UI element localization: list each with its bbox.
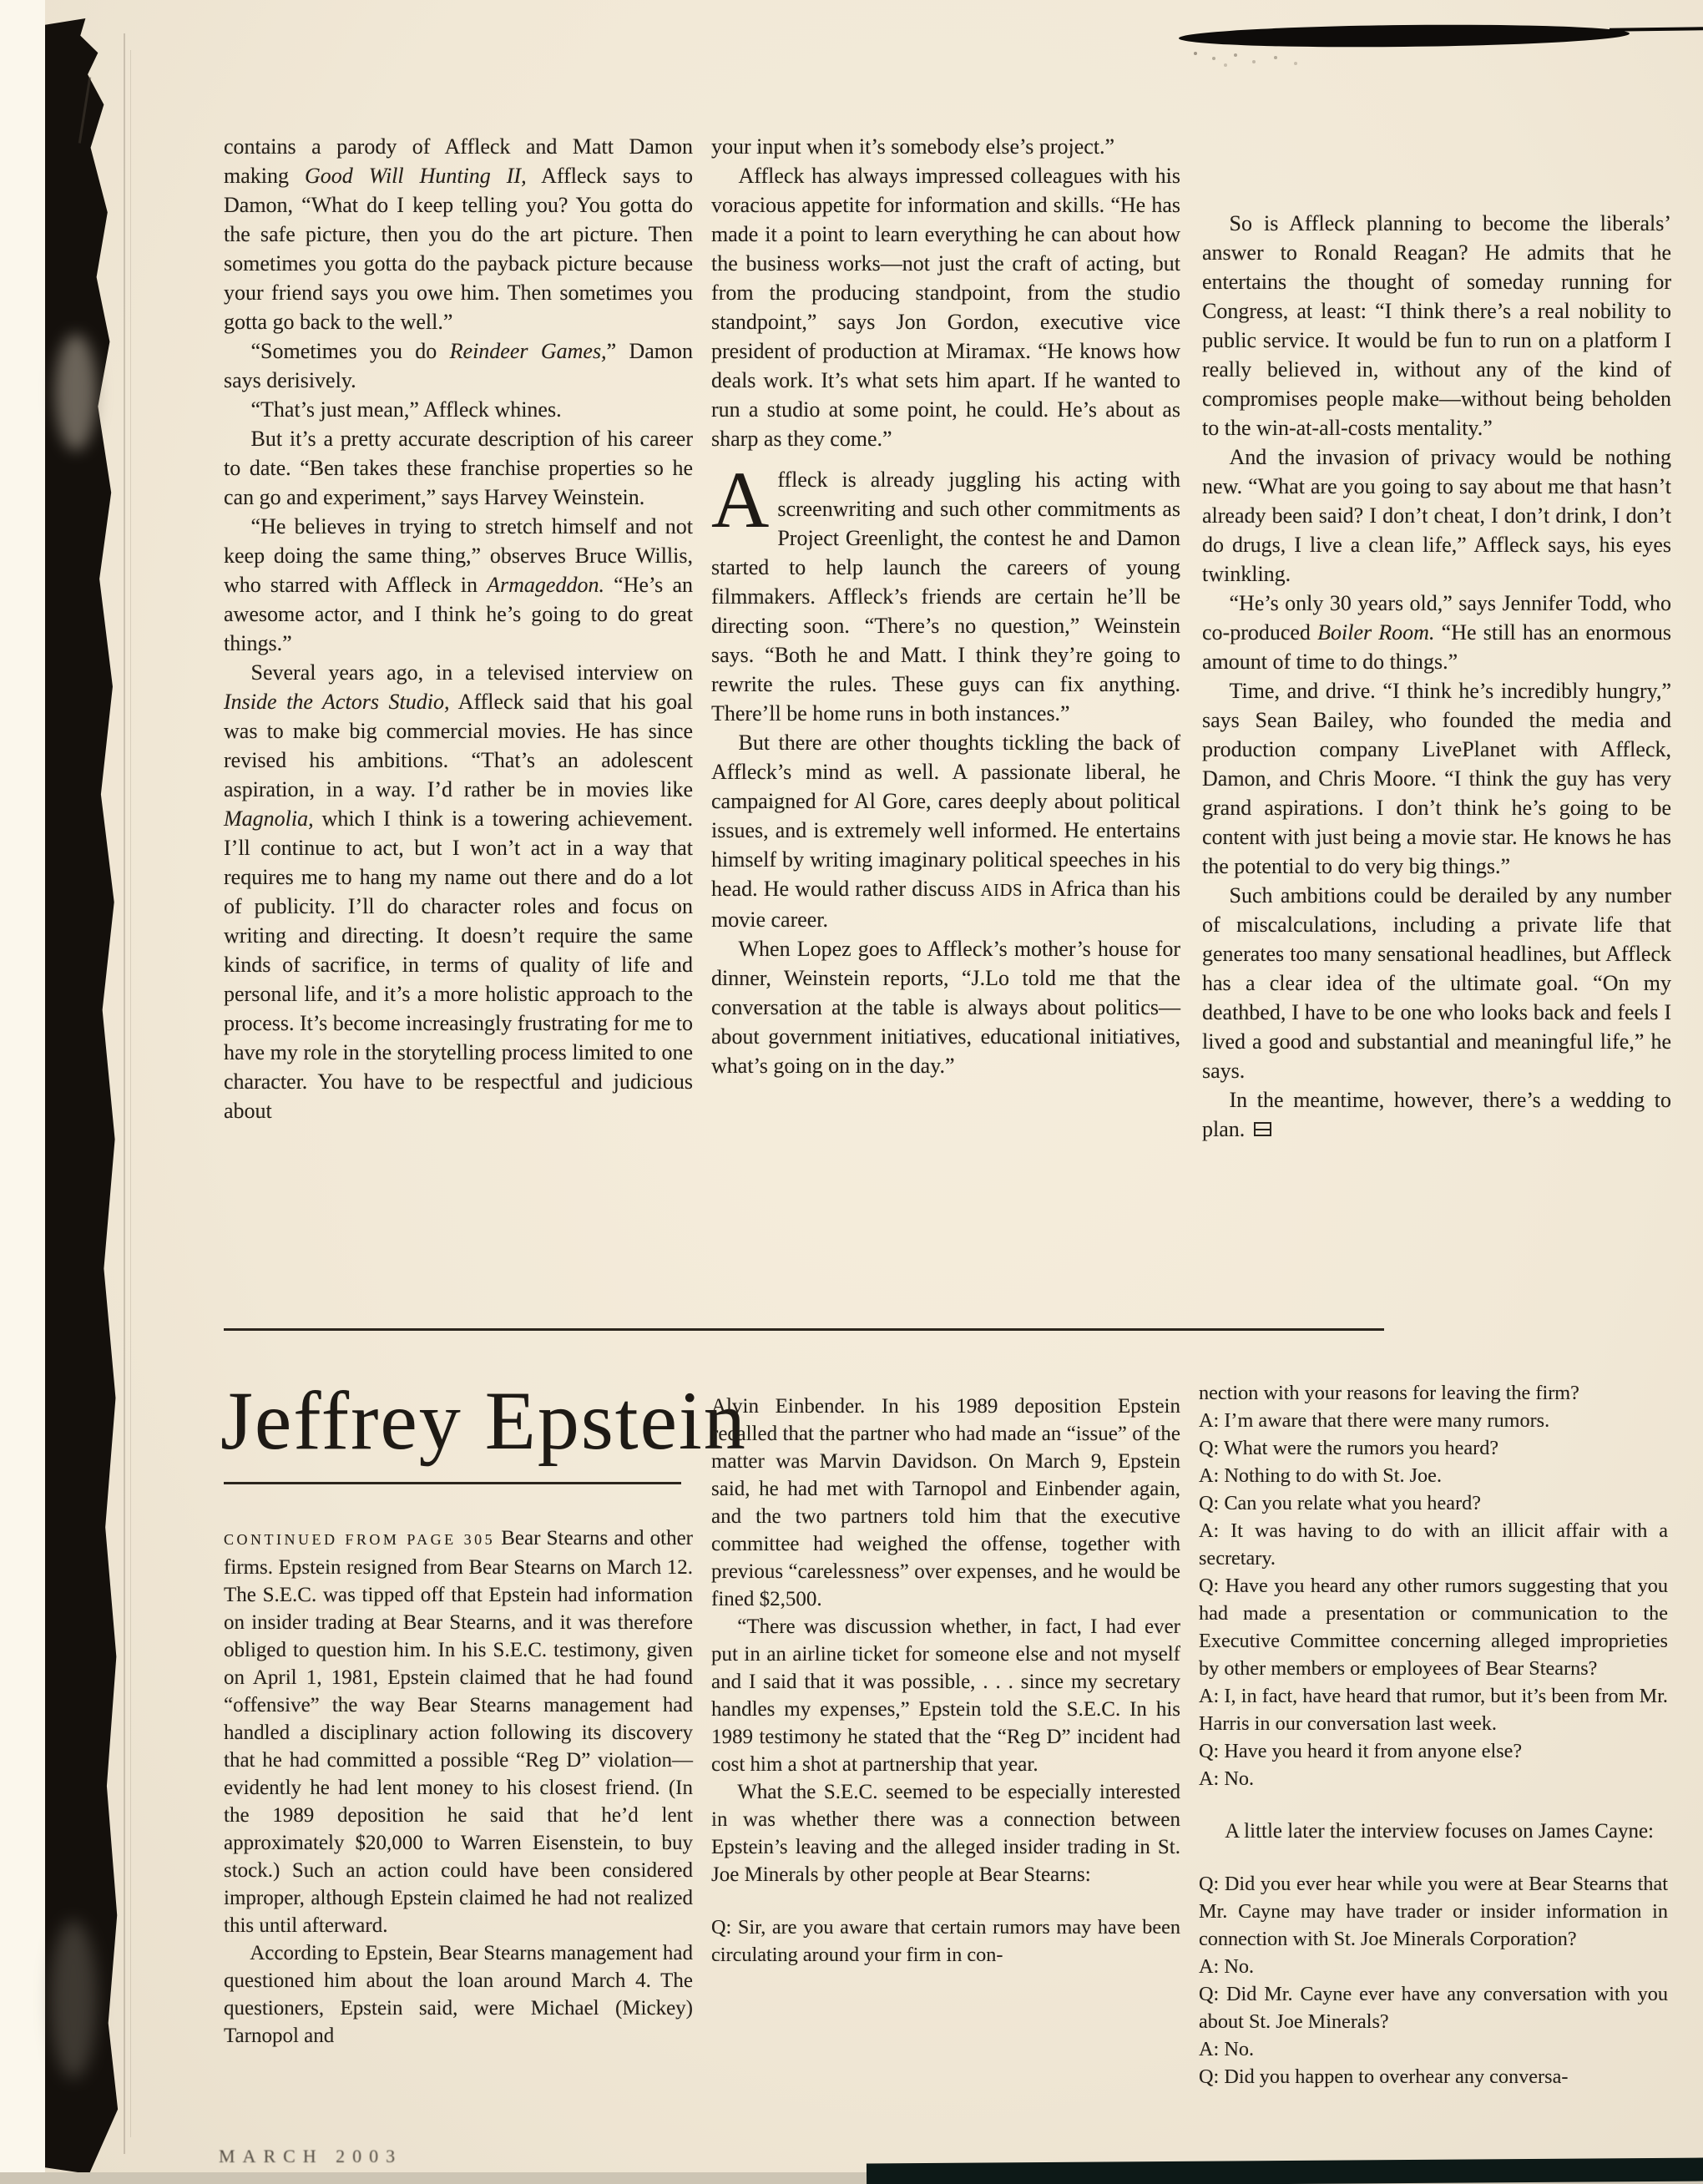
styled-text: Inside the Actors Studio, <box>224 690 450 714</box>
paragraph: Q: What were the rumors you heard? <box>1199 1437 1499 1459</box>
paragraph: A: No. <box>1199 1767 1255 1790</box>
paragraph: A little later the interview focuses on James Cayne: <box>1225 1820 1654 1843</box>
styled-text: Reindeer Games, <box>449 339 607 363</box>
paragraph: But there are other thoughts tickling the back of Affleck’s mind as well. A passionate liberal, he campaigned for Al Gore, cares deeply about political issues, and is extremely well informed. He entertains himself by writing imaginary political speeches in his head. He would rather discuss AIDS in Africa than his movie career. <box>711 731 1181 932</box>
paragraph: contains a parody of Affleck and Matt Damon making Good Will Hunting II, Affleck says to Damon, “What do I keep telling you? You gotta do the safe picture, then you do the art picture. Then sometimes you gotta do the payback picture because your friend says you owe him. Then sometimes you gotta go back to the well.” <box>224 134 693 334</box>
paragraph: And the invasion of privacy would be nothing new. “What are you going to say about me that hasn’t already been said? I don’t cheat, I don’t drink, I don’t do drugs, I live a clean life,” Affleck says, his eyes twinkling. <box>1202 445 1671 586</box>
paragraph: “That’s just mean,” Affleck whines. <box>250 397 562 422</box>
scan-bottom-bar <box>867 2157 1703 2184</box>
affleck-column-3 <box>1202 209 1671 1144</box>
paragraph: Q: Did Mr. Cayne ever have any conversation with you about St. Joe Minerals? <box>1199 1983 1668 2033</box>
end-of-article-mark <box>1254 1122 1271 1136</box>
paragraph: A: Nothing to do with St. Joe. <box>1199 1464 1443 1487</box>
ink-speckles <box>1194 52 1197 55</box>
paragraph: What the S.E.C. seemed to be especially interested in was whether there was a connection between Epstein’s leaving and the alleged insider trading in St. Joe Minerals by other people at Bear Stearns: <box>711 1781 1180 1886</box>
paragraph: A: I, in fact, have heard that rumor, but it’s been from Mr. Harris in our conversation last week. <box>1199 1685 1668 1735</box>
styled-text: Good Will Hunting II, <box>304 164 527 188</box>
paragraph: Q: Sir, are you aware that certain rumors may have been circulating around your firm in con- <box>711 1916 1180 1966</box>
paragraph: A: No. <box>1199 2038 1255 2060</box>
ink-swoosh-tail <box>1610 27 1703 32</box>
styled-text: Armageddon. <box>487 573 604 597</box>
affleck-column-2 <box>711 132 1180 1080</box>
paragraph: Affleck has always impressed colleagues with his voracious appetite for information and skills. “He has made it a point to learn everything he can about how the business works—not just the craft of acting, but from the producing standpoint, from the studio standpoint,” says Jon Gordon, executive vice president of production at Miramax. “He knows how deals work. It’s what sets him apart. If he wanted to run a studio at some point, he could. He’s about as sharp as they come.” <box>711 164 1180 451</box>
styled-text: AIDS <box>980 881 1023 900</box>
paragraph: Q: Did you happen to overhear any conversa- <box>1199 2065 1569 2088</box>
affleck-column-1 <box>224 132 693 1125</box>
title-rule <box>224 1482 681 1484</box>
page-edge-line <box>124 33 125 2154</box>
paragraph: Q: Did you ever hear while you were at Bear Stearns that Mr. Cayne may have trader or insider information in connection with St. Joe Minerals Corporation? <box>1199 1873 1668 1950</box>
paragraph: “He believes in trying to stretch himself and not keep doing the same thing,” observes Bruce Willis, who starred with Affleck in Armageddon. “He’s an awesome actor, and I think he’s going to do great things.” <box>224 514 693 655</box>
paragraph: Alvin Einbender. In his 1989 deposition Epstein recalled that the partner who had made an “issue” of the matter was Marvin Davidson. On March 9, Epstein said, he had met with Tarnopol and Einbender again, and the two partners told him that the executive committee had weighed the offense, together with previous “carelessness” over expenses, and he would be fined $2,500. <box>711 1395 1180 1610</box>
paragraph: Time, and drive. “I think he’s incredibly hungry,” says Sean Bailey, who founded the media and production company LivePlanet with Affleck, Damon, and Chris Moore. “I think the guy has very grand aspirations. I don’t think he’s going to be content with just being a movie star. He knows he has the potential to do very big things.” <box>1202 679 1671 878</box>
paragraph: Q: Have you heard it from anyone else? <box>1199 1740 1523 1762</box>
scan-gutter-highlight <box>50 1920 97 2079</box>
paragraph: So is Affleck planning to become the liberals’ answer to Ronald Reagan? He admits that he entertains the thought of someday running for Congress, at least: “I think there’s a real nobility to public service. It would be fun to run on a platform I really believed in, without any of the kind of compromises people make—without being beholden to the win-at-all-costs mentality.” <box>1202 211 1671 440</box>
paragraph: But it’s a pretty accurate description of his career to date. “Ben takes these franchise properties so he can go and experiment,” says Harvey Weinstein. <box>224 427 693 509</box>
paragraph: Q: Have you heard any other rumors suggesting that you had made a presentation or communication to the Executive Committee concerning alleged improprieties by other members or employees of Bear Stearns? <box>1199 1575 1668 1680</box>
epstein-column-2 <box>711 1393 1180 1969</box>
paragraph: Affleck is already juggling his acting with screenwriting and such other commitments as Project Greenlight, the contest he and Damon started to help launch the careers of young filmmakers. Affleck’s friends are certain he’ll be directing soon. “There’s no question,” Weinstein says. “Both he and Matt. I think they’re going to rewrite the rules. These guys can fix anything. There’ll be home runs in both instances.” <box>711 455 1180 725</box>
scan-edge-strip <box>0 0 45 2184</box>
paragraph: Q: Can you relate what you heard? <box>1199 1492 1482 1514</box>
paragraph: nection with your reasons for leaving the firm? <box>1199 1382 1579 1404</box>
page-footer: MARCH 2003 <box>219 2146 403 2166</box>
paragraph: “There was discussion whether, in fact, I had ever put in an airline ticket for someone else and not myself and I said that it was possible, . . . since my secretary handles my expenses,” Epstein told the S.E.C. In his 1989 testimony he stated that the “Reg D” incident had cost him a shot at partnership that year. <box>711 1615 1180 1776</box>
ink-swoosh-mark <box>1179 23 1630 49</box>
scan-gutter-highlight <box>55 334 97 451</box>
styled-text: CONTINUED FROM PAGE 305 <box>224 1531 496 1548</box>
styled-text: Magnolia, <box>224 806 314 831</box>
paragraph: Several years ago, in a televised interview on Inside the Actors Studio, Affleck said that his goal was to make big commercial movies. He has since revised his ambitions. “That’s an adolescent aspiration, in a way. I’d rather be in movies like Magnolia, which I think is a towering achievement. I’ll continue to act, but I won’t act in a way that requires me to hang my name out there and do a lot of publicity. I’ll do character roles and focus on writing and directing. It doesn’t require the same kinds of sacrifice, in terms of quality of life and personal life, and it’s a more holistic approach to the process. It’s become increasingly frustrating for me to have my role in the storytelling process limited to one character. You have to be respectful and judicious about <box>224 660 694 1123</box>
paragraph: “He’s only 30 years old,” says Jennifer Todd, who co-produced Boiler Room. “He still has an enormous amount of time to do things.” <box>1202 591 1672 674</box>
page-edge-line <box>130 50 131 2137</box>
paragraph: According to Epstein, Bear Stearns management had questioned him about the loan around March 4. The questioners, Epstein said, were Michael (Mickey) Tarnopol and <box>224 1942 693 2047</box>
epstein-column-1 <box>224 1524 693 2050</box>
section-divider-rule <box>224 1328 1384 1331</box>
styled-text: Boiler Room. <box>1317 620 1435 645</box>
paragraph: In the meantime, however, there’s a wedding to plan. <box>1202 1088 1671 1141</box>
article-title: Jeffrey Epstein <box>220 1374 747 1467</box>
paragraph: your input when it’s somebody else’s project.” <box>711 134 1115 159</box>
paragraph: A: No. <box>1199 1955 1255 1978</box>
epstein-column-3 <box>1199 1379 1668 2090</box>
drop-cap: A <box>711 455 770 544</box>
paragraph: Such ambitions could be derailed by any number of miscalculations, including a private life that generates too many sensational headlines, but Affleck has a clear idea of the ultimate goal. “On my deathbed, I have to be one who looks back and feels I lived a good and substantial and meaningful life,” he says. <box>1202 883 1671 1083</box>
paragraph: When Lopez goes to Affleck’s mother’s house for dinner, Weinstein reports, “J.Lo told me that the conversation at the table is always about politics—about government initiatives, educational initiatives, what’s going on in the day.” <box>711 937 1180 1078</box>
paragraph: “Sometimes you do Reindeer Games,” Damon says derisively. <box>224 339 693 392</box>
paragraph: A: It was having to do with an illicit affair with a secretary. <box>1199 1519 1668 1570</box>
paragraph: CONTINUED FROM PAGE 305 Bear Stearns and other firms. Epstein resigned from Bear Stearns on March 12. The S.E.C. was tipped off that Epstein had information on insider trading at Bear Stearns, and it was therefore obliged to question him. In his S.E.C. testimony, given on April 1, 1981, Epstein claimed that he had found “offensive” the way Bear Stearns management had handled a disciplinary action following its discovery that he had committed a possible “Reg D” violation—evidently he had lent money to his closest friend. (In the 1989 deposition he said that he’d lent approximately $20,000 to Warren Eisenstein, to buy stock.) Such an action could have been considered improper, although Epstein claimed he had not realized this until afterward. <box>224 1527 693 1937</box>
paragraph: A: I’m aware that there were many rumors. <box>1199 1409 1550 1432</box>
